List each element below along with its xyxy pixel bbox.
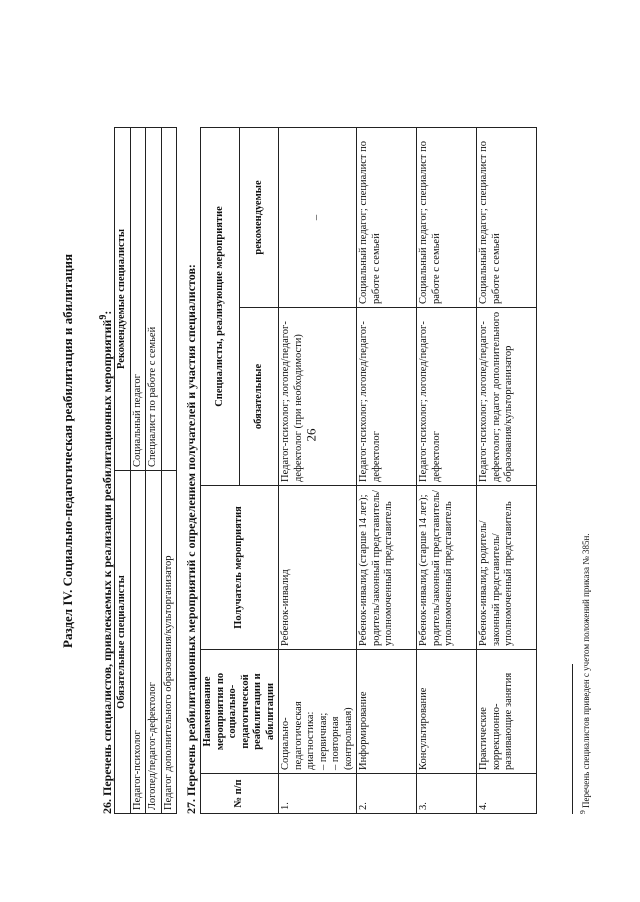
footnote xyxy=(578,533,591,814)
table-cell: Педагог дополнительного образования/культорганизатор xyxy=(161,471,177,814)
recipient: Ребенок-инвалид; родитель/законный представитель/уполномоченный представитель xyxy=(477,486,537,650)
item27-heading: 27. Перечень реабилитационных мероприятий с определением получателей и участия специалистов: xyxy=(184,264,198,814)
measure-name: Информирование xyxy=(357,650,417,774)
measures-header-row xyxy=(201,128,240,814)
recommended-header: рекомендуемые xyxy=(240,128,279,308)
row-number: 4. xyxy=(477,774,537,814)
measure-name-text: Социально-педагогическая диагностика: xyxy=(280,701,316,770)
specialists-header-row xyxy=(115,128,131,814)
recommended-specialists-header: Рекомендуемые специалисты xyxy=(115,128,131,471)
mandatory-specialists: Педагог-психолог; логопед/педагог-дефектолог xyxy=(357,308,417,486)
mandatory-specialists: Педагог-психолог; логопед/педагог-дефектолог xyxy=(417,308,477,486)
row-number: 2. xyxy=(357,774,417,814)
item26-heading-text: 26. Перечень специалистов, привлекаемых к реализации реабилитационных мероприятий xyxy=(100,319,114,814)
recipient: Ребенок-инвалид (старше 14 лет); родитель/законный представитель/уполномоченный представитель xyxy=(417,486,477,650)
table-row xyxy=(279,128,357,814)
item26-heading: 26. Перечень специалистов, привлекаемых к реализации реабилитационных мероприятий$^9$: xyxy=(98,310,114,814)
footnote-mark: 9 xyxy=(578,810,587,814)
table-cell xyxy=(161,128,177,471)
item26-footnote-mark: 9 xyxy=(98,314,109,320)
measure-name: Консультирование xyxy=(417,650,477,774)
table-row xyxy=(417,128,477,814)
mandatory-specialists-header: Обязательные специалисты xyxy=(115,471,131,814)
table-cell: Педагог-психолог xyxy=(130,471,146,814)
recommended-specialists: – xyxy=(279,128,357,308)
measure-subitem: – повторная (контрольная) xyxy=(330,707,354,770)
row-number: 3. xyxy=(417,774,477,814)
mandatory-specialists: Педагог-психолог; логопед/педагог-дефектолог; педагог дополнительного образования/культорганизатор xyxy=(477,308,537,486)
recipient: Ребенок-инвалид xyxy=(279,486,357,650)
recommended-specialists: Социальный педагог; специалист по работе с семьей xyxy=(357,128,417,308)
recommended-specialists: Социальный педагог; специалист по работе с семьей xyxy=(417,128,477,308)
specialists-table xyxy=(114,127,177,814)
specialists-header: Специалисты, реализующие мероприятие xyxy=(201,128,240,486)
table-cell: Специалист по работе с семьей xyxy=(146,128,162,471)
footnote-text: Перечень специалистов приведен с учетом положений приказа № 385н. xyxy=(581,533,591,808)
footnote-separator xyxy=(572,664,573,814)
measures-table xyxy=(200,127,537,814)
recipient-header: Получатель мероприятия xyxy=(201,486,279,650)
table-row xyxy=(477,128,537,814)
recipient: Ребенок-инвалид (старше 14 лет); родитель/законный представитель/уполномоченный представитель xyxy=(357,486,417,650)
table-row xyxy=(357,128,417,814)
measure-name-header: Наименование мероприятия по социально-педагогической реабилитации и абилитации xyxy=(201,650,279,774)
measure-name: Практические коррекционно-развивающие занятия xyxy=(477,650,537,774)
table-row xyxy=(130,128,146,814)
measure-subitem: – первичная; xyxy=(317,712,329,770)
section-title: Раздел IV. Социально-педагогическая реабилитация и абилитация xyxy=(60,254,75,648)
measure-name xyxy=(279,650,357,774)
page-number: 26 xyxy=(303,428,319,442)
table-row xyxy=(146,128,162,814)
recommended-specialists: Социальный педагог; специалист по работе с семьей xyxy=(477,128,537,308)
table-cell: Социальный педагог xyxy=(130,128,146,471)
table-row xyxy=(161,128,177,814)
mandatory-specialists: Педагог-психолог; логопед/педагог-дефектолог (при необходимости) xyxy=(279,308,357,486)
num-header: № п/п xyxy=(201,774,279,814)
table-cell: Логопед/педагог-дефектолог xyxy=(146,471,162,814)
row-number: 1. xyxy=(279,774,357,814)
mandatory-header: обязательные xyxy=(240,308,279,486)
